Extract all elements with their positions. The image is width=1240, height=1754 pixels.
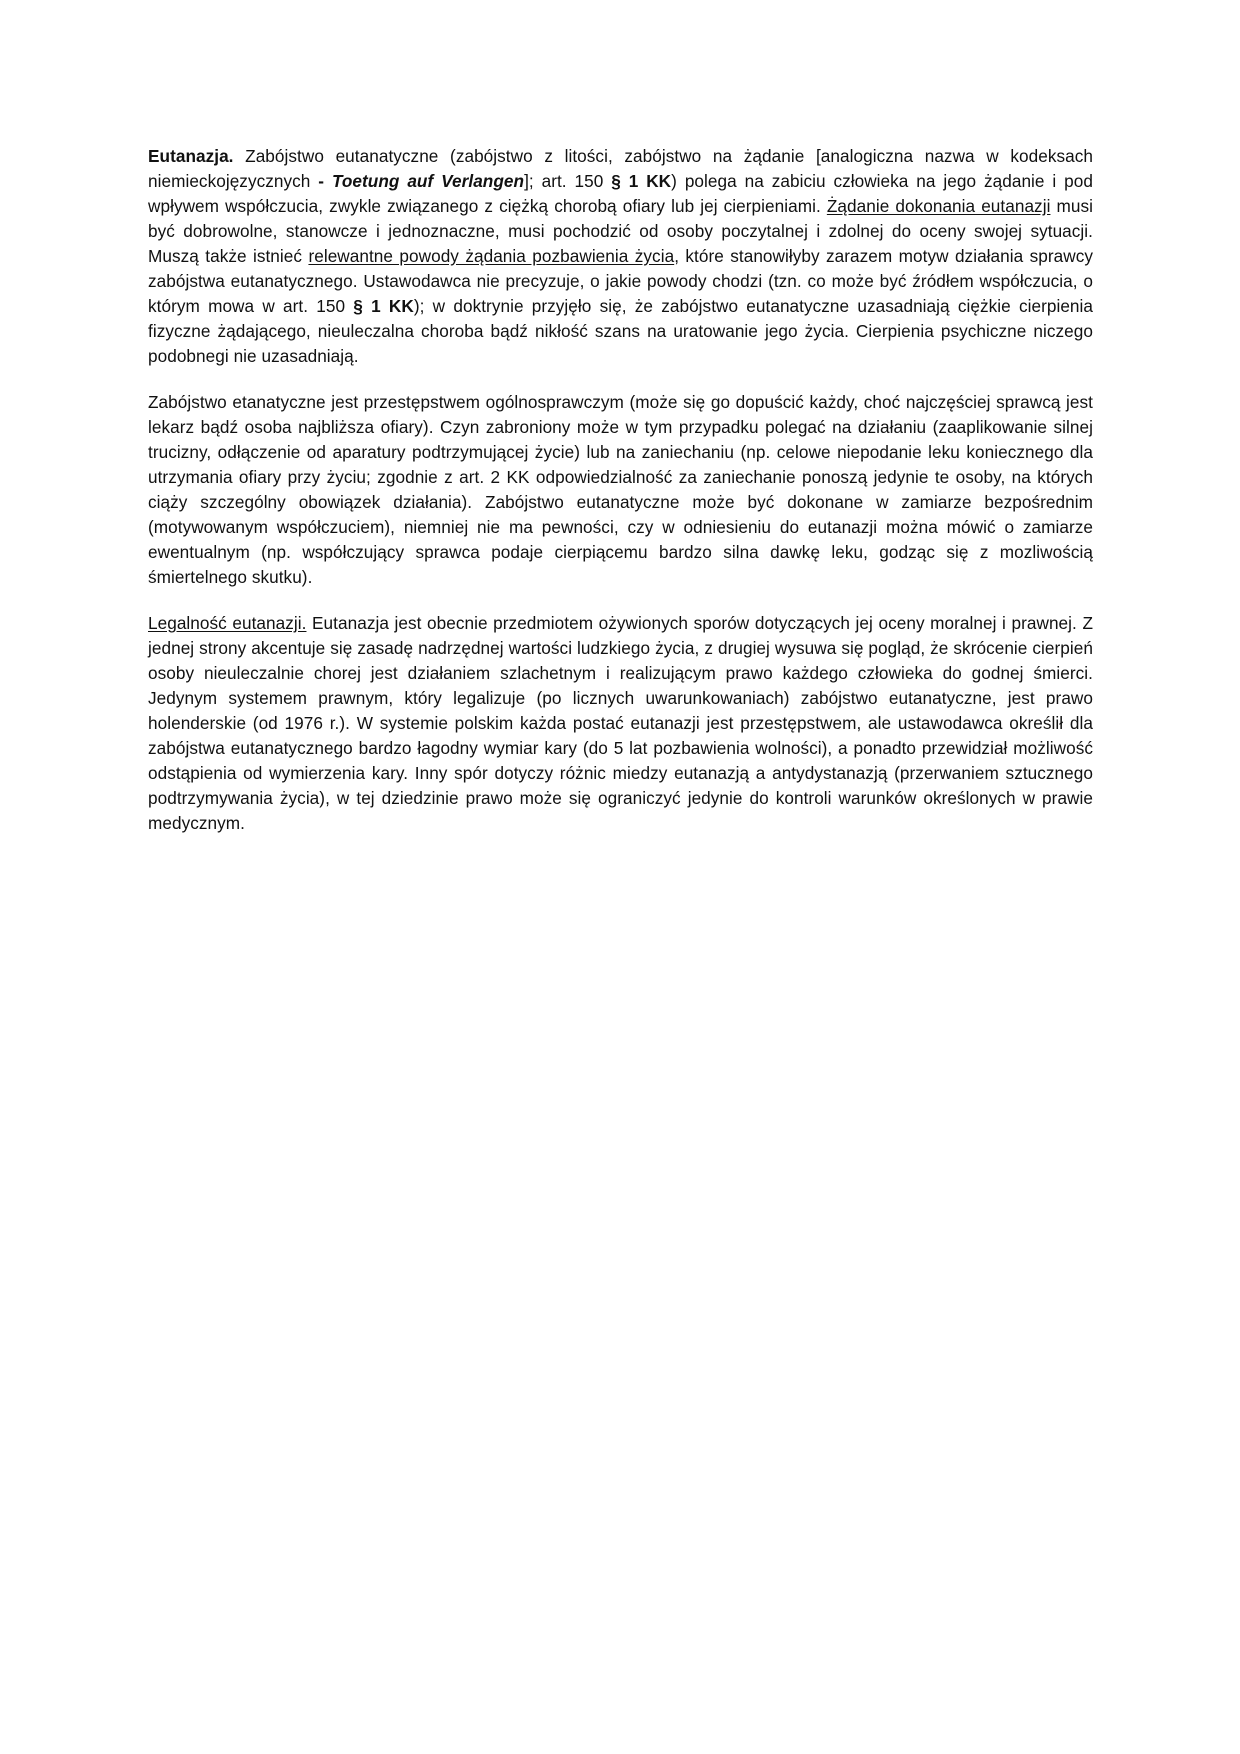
article-reference: § 1 KK [353,296,414,316]
text-segment: , które stanowiłyby zarazem motyw działania sprawcy zabójstwa eutanatycznego. Ustawodawca nie precyzuje, o jakie powody chodzi (tzn. co może być źródłem współczucia, o którym mowa w art. 150 [148,246,1094,316]
text-segment: Zabójstwo eutanatyczne (zabójstwo z litości, zabójstwo na żądanie [analogiczna nazwa w kodeksach niemieckojęzycznych [148,146,1093,191]
text-segment: Eutanazja jest obecnie przedmiotem ożywionych sporów dotyczących jej oceny moralnej i prawnej. Z jednej strony akcentuje się zasadę nadrzędnej wartości ludzkiego życia, z drugiej wysuwa się pogląd, że skrócenie cierpień osoby nieuleczalnie chorej jest działaniem szlachetnym i realizującym prawo każdego człowieka do godnej śmierci. Jedynym systemem prawnym, który legalizuje (po licznych uwarunkowaniach) zabójstwo eutanatyczne, jest prawo holenderskie (od 1976 r.). W systemie polskim każda postać eutanazji jest przestępstwem, ale ustawodawca określił dla zabójstwa eutanatycznego bardzo łagodny wymiar kary (do 5 lat pozbawienia wolności), a ponadto przewidział możliwość odstąpienia od wymierzenia kary. Inny spór dotyczy różnic miedzy eutanazją a antydystanazją (przerwaniem sztucznego podtrzymywania życia), w tej dziedzinie prawo może się ograniczyć jedynie do kontroli warunków określonych w prawie medycznym. [148,613,1093,833]
text-segment: ]; art. 150 [524,171,612,191]
text-segment [324,171,332,191]
document-page [148,144,1093,857]
text-segment: ); w doktrynie przyjęło się, że zabójstwo eutanatyczne uzasadniają ciężkie cierpienia fizyczne żądającego, nieuleczalna choroba bądź nikłość szans na uratowanie jego życia. Cierpienia psychiczne niczego podobnegi nie uzasadniają. [148,296,1094,366]
underlined-phrase: relewantne powody żądania pozbawienia życia [308,246,675,266]
text-segment: musi być dobrowolne, stanowcze i jednoznaczne, musi pochodzić od osoby poczytalnej i zdolnej do oceny swojej sytuacji. Muszą także istnieć [148,196,1093,266]
article-reference: § 1 KK [611,171,672,191]
paragraph-title: Eutanazja. [148,146,234,166]
paragraph-ogolnosprawczy: Zabójstwo etanatyczne jest przestępstwem ogólnosprawczym (może się go dopuścić każdy, choć najczęściej sprawcą jest lekarz bądź osoba najbliższa ofiary). Czyn zabroniony może w tym przypadku polegać na działaniu (zaaplikowanie silnej trucizny, odłączenie od aparatury podtrzymującej życie) lub na zaniechaniu (np. celowe niepodanie leku koniecznego dla utrzymania ofiary przy życiu; zgodnie z art. 2 KK odpowiedzialność za zaniechanie ponoszą jedynie te osoby, na których ciąży szczególny obowiązek działania). Zabójstwo eutanatyczne może być dokonane w zamiarze bezpośrednim (motywowanym współczuciem), niemniej nie ma pewności, czy w odniesieniu do eutanazji można mówić o zamiarze ewentualnym (np. współczujący sprawca podaje cierpiącemu bardzo silna dawkę leku, godząc się z mozliwością śmiertelnego skutku). [148,392,1093,587]
german-term: Toetung auf Verlangen [331,171,525,191]
paragraph-heading: Legalność eutanazji. [148,613,307,633]
underlined-phrase: Żądanie dokonania eutanazji [826,196,1051,216]
paragraph-eutanazja [148,144,1093,369]
paragraph-legalnosc [148,611,1093,836]
text-segment: ) polega na zabiciu człowieka na jego żądanie i pod wpływem współczucia, zwykle związanego z ciężką chorobą ofiary lub jej cierpieniami. [148,171,1093,216]
dash: - [318,171,325,191]
